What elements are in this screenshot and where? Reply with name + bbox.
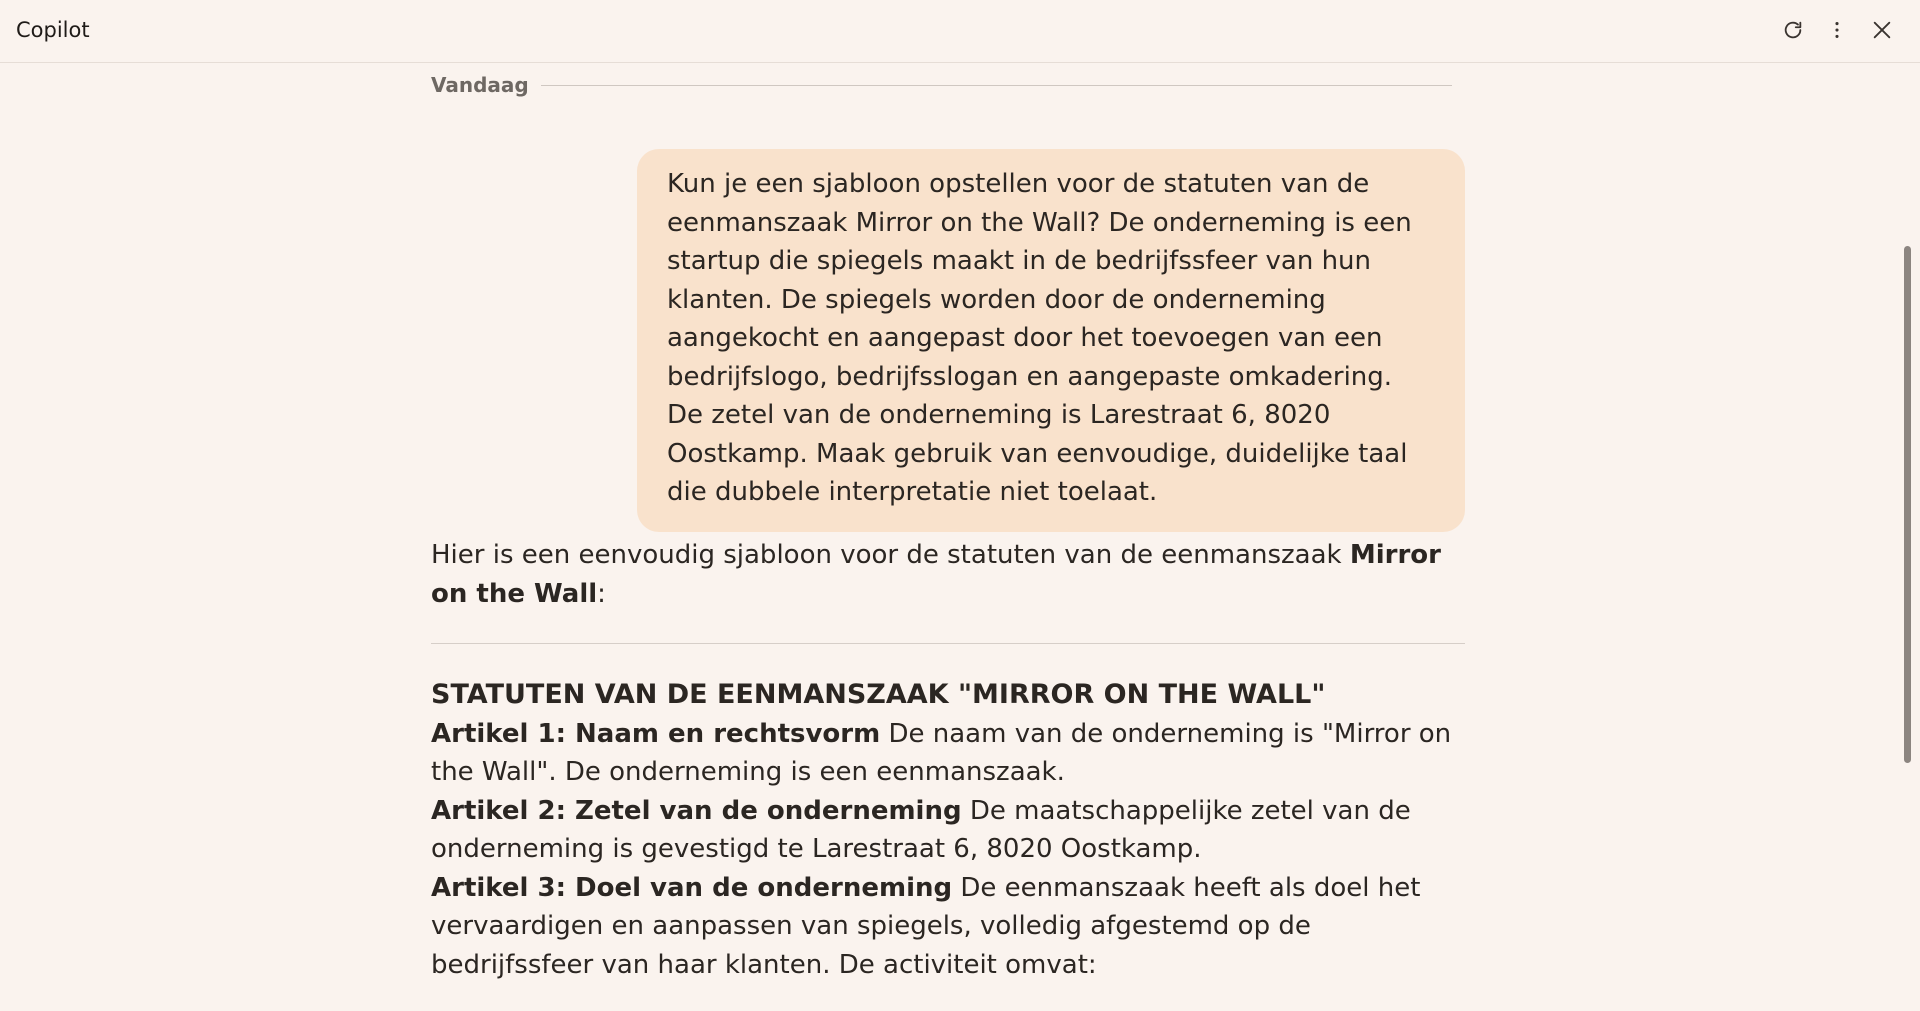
day-label: Vandaag [431,73,529,97]
article-3 [431,869,1465,985]
refresh-icon [1782,19,1804,41]
day-separator [431,73,1452,97]
close-icon [1871,19,1893,41]
refresh-button[interactable] [1777,14,1809,46]
reply-intro-text: Hier is een eenvoudig sjabloon voor de statuten van de eenmanszaak [431,540,1350,570]
article-title: Artikel 2: Zetel van de onderneming [431,795,962,826]
reply-intro [431,536,1465,613]
user-message-bubble [637,149,1465,532]
article-1 [431,715,1465,792]
more-vertical-icon [1826,19,1848,41]
reply-intro-bold: Mirror on the Wall [431,540,1441,609]
day-separator-line [541,85,1452,86]
article-text: De maatschappelijke zetel van de onderneming is gevestigd te Larestraat 6, 8020 Oostkamp. [431,795,1411,864]
title-bar [0,0,1920,63]
article-text: De eenmanszaak heeft als doel het vervaardigen en aanpassen van spiegels, volledig afgestemd op de bedrijfssfeer van haar klanten. De activiteit omvat: [431,872,1421,980]
user-message-text: Kun je een sjabloon opstellen voor de statuten van de eenmanszaak Mirror on the Wall? De onderneming is een startup die spiegels maakt in de bedrijfssfeer van hun klanten. De spiegels worden door de onderneming aangekocht en aangepast door het toevoegen van een bedrijfslogo, bedrijfsslogan en aangepaste omkadering. De zetel van de onderneming is Larestraat 6, 8020 Oostkamp. Maak gebruik van eenvoudige, duidelijke taal die dubbele interpretatie niet toelaat. [667,169,1412,507]
app-title: Copilot [16,18,90,42]
article-text: De naam van de onderneming is "Mirror on the Wall". De onderneming is een eenmanszaak. [431,718,1452,787]
reply-intro-end: : [597,578,606,609]
statutes-heading: STATUTEN VAN DE EENMANSZAAK "MIRROR ON THE WALL" [431,679,1326,710]
assistant-reply [431,536,1465,984]
chat-area[interactable] [0,63,1920,1011]
more-options-button[interactable] [1821,14,1853,46]
article-title: Artikel 1: Naam en rechtsvorm [431,718,881,749]
divider [431,643,1465,644]
close-button[interactable] [1866,14,1898,46]
scrollbar-thumb[interactable] [1904,246,1911,763]
article-title: Artikel 3: Doel van de onderneming [431,872,953,903]
article-2 [431,792,1465,869]
